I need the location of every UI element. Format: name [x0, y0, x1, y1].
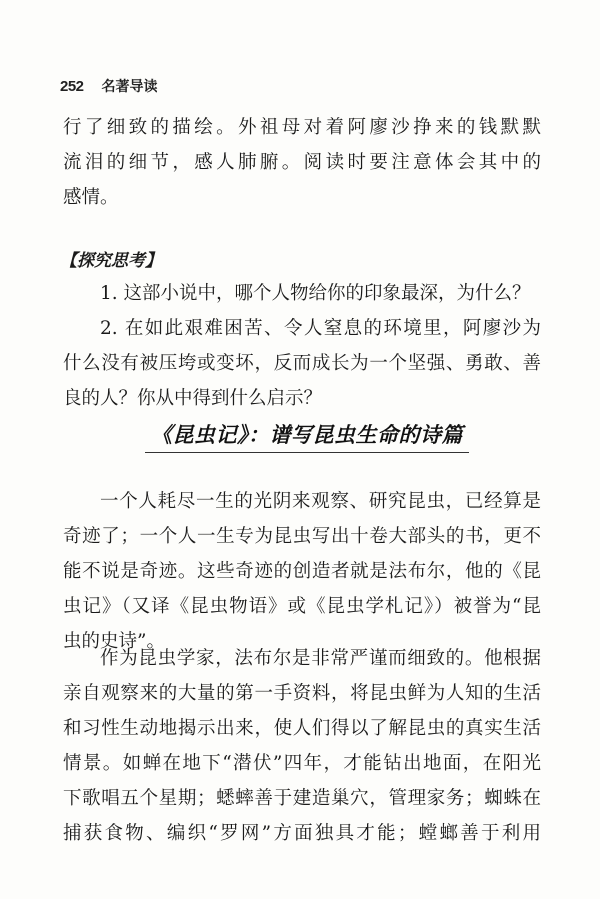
text-line: 虫记》（又译《昆虫物语》或《昆虫学札记》）被誉为“昆: [63, 596, 541, 617]
text-line: 什么没有被压垮或变坏，反而成长为一个坚强、勇敢、善: [63, 353, 541, 374]
text-line: 和习性生动地揭示出来，使人们得以了解昆虫的真实生活: [63, 718, 541, 739]
page-number: 252: [60, 78, 84, 95]
running-header: [60, 76, 158, 96]
section-heading-inquiry: 【探究思考】: [60, 251, 162, 271]
text-line: 捕获食物、编织“罗网”方面独具才能；螳螂善于利用: [63, 823, 541, 844]
text-line: 能不说是奇迹。这些奇迹的创造者就是法布尔，他的《昆: [63, 561, 541, 582]
text-line: 流泪的细节，感人肺腑。阅读时要注意体会其中的: [63, 152, 541, 173]
text-line: 行了细致的描绘。外祖母对着阿廖沙挣来的钱默默: [63, 117, 541, 138]
intro-paragraph: [63, 110, 541, 215]
article-paragraph-2: [63, 641, 541, 851]
text-line: 良的人？你从中得到什么启示？: [63, 388, 323, 409]
text-line: 情景。如蝉在地下“潜伏”四年，才能钻出地面，在阳光: [63, 753, 541, 774]
text-line: 奇迹了；一个人一生专为昆虫写出十卷大部头的书，更不: [63, 526, 541, 547]
article-title-block: [145, 418, 469, 453]
text-line: 虫的史诗”。: [63, 631, 165, 652]
inquiry-question-1: [63, 276, 541, 311]
inquiry-question-2: [63, 311, 541, 416]
text-line: 2. 在如此艰难困苦、令人窒息的环境里，阿廖沙为: [100, 318, 541, 339]
text-line: 亲自观察来的大量的第一手资料，将昆虫鲜为人知的生活: [63, 683, 541, 704]
article-paragraph-1: [63, 484, 541, 659]
text-line: 感情。: [63, 187, 119, 208]
text-line: 作为昆虫学家，法布尔是非常严谨而细致的。他根据: [100, 648, 541, 669]
book-title: 名著导读: [101, 79, 158, 95]
text-line: 一个人耗尽一生的光阴来观察、研究昆虫，已经算是: [100, 491, 541, 512]
text-line: 下歌唱五个星期；蟋蟀善于建造巢穴，管理家务；蜘蛛在: [63, 788, 541, 809]
article-title: 《昆虫记》：谱写昆虫生命的诗篇: [151, 423, 463, 447]
text-line: 1. 这部小说中，哪个人物给你的印象最深，为什么？: [100, 283, 531, 304]
